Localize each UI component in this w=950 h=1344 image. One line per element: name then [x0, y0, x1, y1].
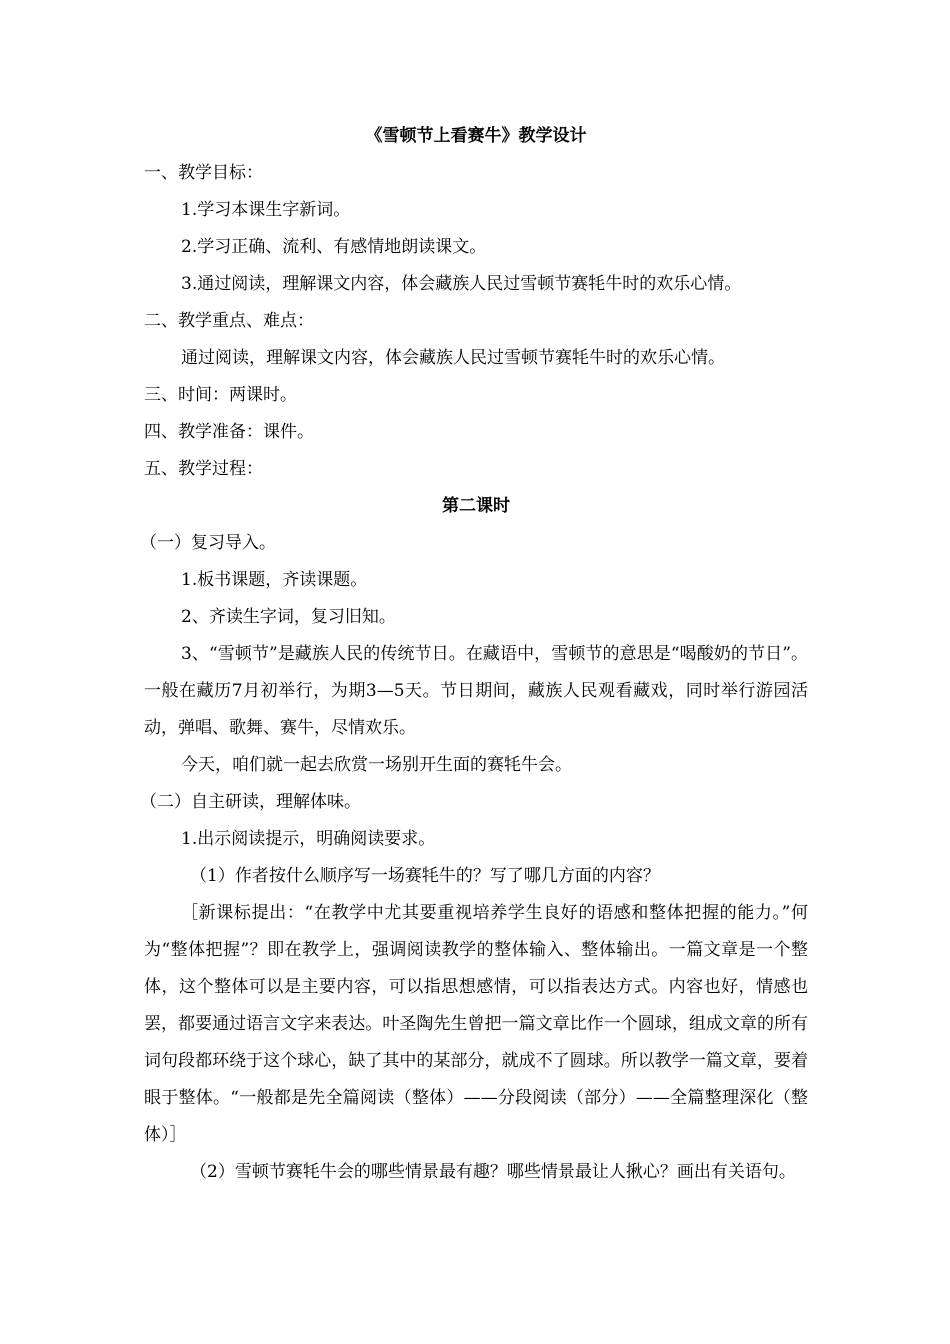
section-objectives-heading: 一、教学目标： [144, 163, 263, 183]
part1-item-2: 2、齐读生字词，复习旧知。 [181, 607, 396, 627]
part1-item-4: 今天，咱们就一起去欣赏一场别开生面的赛牦牛会。 [181, 755, 572, 775]
part2-heading: （二）自主研读，理解体味。 [140, 792, 361, 812]
part2-question-2: （2）雪顿节赛牦牛会的哪些情景最有趣？哪些情景最让人揪心？画出有关语句。 [190, 1162, 796, 1182]
document-body [140, 118, 808, 1191]
part2-curriculum-note: ［新课标提出：“在教学中尤其要重视培养学生良好的语感和整体把握的能力。”何为“整体把握”？即在教学上，强调阅读教学的整体输入、整体输出。一篇文章是一个整体，这个整体可以是主要内容，可以指思想感情，可以指表达方式。内容也好，情感也罢，都要通过语言文字来表达。叶圣陶先生曾把一篇文章比作一个圆球，组成文章的所有词句段都环绕于这个球心，缺了其中的某部分，就成不了圆球。所以教学一篇文章，要着眼于整体。“一般都是先全篇阅读（整体）——分段阅读（部分）——全篇整理深化（整体）］ [144, 903, 808, 1145]
lesson-title: 第二课时 [442, 496, 510, 516]
section-time: 三、时间：两课时。 [144, 385, 297, 405]
document-title: 《雪顿节上看赛牛》教学设计 [365, 126, 587, 146]
objective-item-2: 2.学习正确、流利、有感情地朗读课文。 [181, 237, 487, 257]
part1-item-3: 3、“雪顿节”是藏族人民的传统节日。在藏语中，雪顿节的意思是“喝酸奶的节日”。一般在藏历7月初举行，为期3—5天。节日期间，藏族人民观看藏戏，同时举行游园活动，弹唱、歌舞、赛牛，尽情欢乐。 [144, 644, 808, 738]
part2-item-1: 1.出示阅读提示，明确阅读要求。 [181, 829, 436, 849]
part1-item-1: 1.板书课题，齐读课题。 [181, 570, 368, 590]
section-key-points-heading: 二、教学重点、难点： [144, 311, 314, 331]
part2-question-1: （1）作者按什么顺序写一场赛牦牛的？写了哪几方面的内容？ [190, 866, 660, 886]
section-preparation: 四、教学准备：课件。 [144, 422, 314, 442]
objective-item-1: 1.学习本课生字新词。 [181, 200, 351, 220]
part1-heading: （一）复习导入。 [140, 533, 276, 553]
section-process-heading: 五、教学过程： [144, 459, 263, 479]
objective-item-3: 3.通过阅读，理解课文内容，体会藏族人民过雪顿节赛牦牛时的欢乐心情。 [181, 274, 742, 294]
key-points-text: 通过阅读，理解课文内容，体会藏族人民过雪顿节赛牦牛时的欢乐心情。 [181, 348, 725, 368]
